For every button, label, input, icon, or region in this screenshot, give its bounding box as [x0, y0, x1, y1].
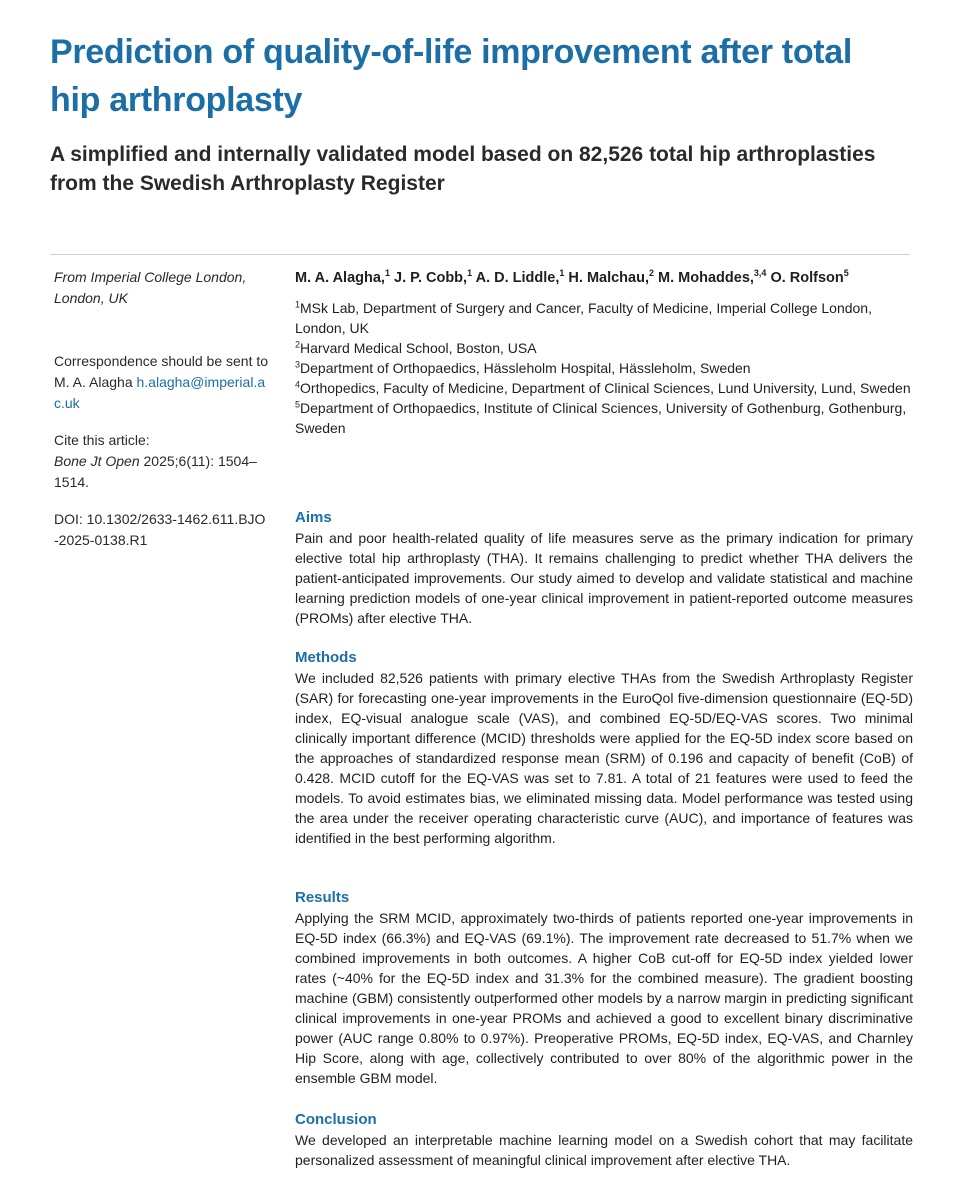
header-divider [50, 254, 910, 255]
author-affiliation-marker: 3,4 [753, 268, 767, 279]
citation-journal: Bone Jt Open [54, 453, 140, 469]
author-name: M. Mohaddes, [658, 270, 754, 286]
affiliation-number: 4 [295, 379, 301, 390]
author-name: O. Rolfson [770, 270, 844, 286]
affiliation-item [295, 358, 913, 378]
results-section [295, 888, 913, 1088]
author-affiliation-marker: 1 [384, 268, 390, 279]
affiliation-text: Department of Orthopaedics, Hässleholm Hospital, Hässleholm, Sweden [300, 360, 751, 376]
affiliation-item [295, 378, 913, 398]
conclusion-section [295, 1110, 913, 1170]
citation-note [54, 430, 269, 493]
paper-title: Prediction of quality-of-life improvement after total hip arthroplasty [50, 33, 853, 119]
aims-section [295, 508, 913, 628]
author-name: M. A. Alagha, [295, 270, 385, 286]
correspondence-email-link[interactable]: h.alagha@imperial.ac.uk [54, 374, 266, 411]
author-affiliation-marker: 2 [649, 268, 655, 279]
affiliation-item [295, 398, 913, 438]
affiliation-item [295, 298, 913, 338]
citation-label: Cite this article: [54, 432, 150, 448]
affiliation-number: 2 [295, 339, 301, 350]
conclusion-text: We developed an interpretable machine learning model on a Swedish cohort that may facilitate personalized assessment of meaningful clinical improvement after elective THA. [295, 1132, 913, 1168]
affiliation-text: MSk Lab, Department of Surgery and Cancer, Faculty of Medicine, Imperial College London, London, UK [295, 300, 872, 336]
aims-heading: Aims [295, 509, 332, 526]
affiliation-number: 1 [295, 299, 301, 310]
author-name: A. D. Liddle, [475, 270, 560, 286]
results-heading: Results [295, 889, 350, 906]
author-name: H. Malchau, [568, 270, 649, 286]
article-sidebar [54, 267, 269, 567]
aims-text: Pain and poor health-related quality of life measures serve as the primary indication for primary elective total hip arthroplasty (THA). It remains challenging to predict whether THA delivers the patient-anticipated improvements. Our study aimed to develop and validate statistical and machine learning prediction models of one-year clinical improvement in patient-reported outcome measures (PROMs) after elective THA. [295, 530, 913, 626]
affiliation-text: Harvard Medical School, Boston, USA [300, 340, 537, 356]
conclusion-heading: Conclusion [295, 1111, 377, 1128]
affiliation-item [295, 338, 913, 358]
correspondence-text: Correspondence should be sent to M. A. Alagha [54, 353, 269, 390]
methods-heading: Methods [295, 649, 357, 666]
affiliation-text: Orthopedics, Faculty of Medicine, Department of Clinical Sciences, Lund University, Lund, Sweden [300, 380, 911, 396]
affiliation-text: Department of Orthopaedics, Institute of Clinical Sciences, University of Gothenburg, Gothenburg, Sweden [295, 400, 907, 436]
methods-section [295, 648, 913, 848]
author-name: J. P. Cobb, [394, 270, 468, 286]
affiliation-number: 3 [295, 359, 301, 370]
citation-details: 2025;6(11): 1504–1514. [54, 453, 257, 490]
methods-text: We included 82,526 patients with primary elective THAs from the Swedish Arthroplasty Register (SAR) for forecasting one-year improvements in the EuroQol five-dimension questionnaire (EQ-5D) index, EQ-visual analogue scale (VAS), and combined EQ-5D/EQ-VAS scores. Two minimal clinically important difference (MCID) thresholds were applied for the EQ-5D index score based on the approaches of standardized response mean (SRM) of 0.196 and capacity of benefit (CoB) of 0.428. MCID cutoff for the EQ-VAS was set to 7.81. A total of 21 features were used to feed the models. To avoid estimates bias, we eliminated missing data. Model performance was tested using the area under the receiver operating characteristic curve (AUC), and importance of features was identified in the best performing algorithm. [295, 670, 913, 846]
author-affiliation-marker: 1 [467, 268, 473, 279]
institution-note: From Imperial College London, London, UK [54, 269, 247, 306]
author-affiliation-marker: 5 [843, 268, 849, 279]
affiliation-number: 5 [295, 399, 301, 410]
correspondence-note [54, 351, 269, 414]
author-affiliation-marker: 1 [559, 268, 565, 279]
doi-note: DOI: 10.1302/2633-1462.611.BJO-2025-0138.R1 [54, 511, 266, 548]
results-text: Applying the SRM MCID, approximately two-thirds of patients reported one-year improvements in EQ-5D index (66.3%) and EQ-VAS (69.1%). The improvement rate decreased to 51.7% when we combined improvements in both outcomes. A higher CoB cut-off for EQ-5D index yielded lower rates (~40% for the EQ-5D index and 31.3% for the combined measure). The gradient boosting machine (GBM) consistently outperformed other models by a narrow margin in predicting significant clinical improvements in one-year PROMs and achieved a good to excellent binary discriminative power (AUC range 0.80% to 0.97%). Preoperative PROMs, EQ-5D index, EQ-VAS, and Charnley Hip Score, along with age, collectively contributed to over 80% of the algorithmic power in the ensemble GBM model. [295, 910, 913, 1086]
author-block [295, 268, 913, 438]
author-list [295, 268, 913, 288]
paper-subtitle: A simplified and internally validated model based on 82,526 total hip arthroplasties from the Swedish Arthroplasty Register [50, 143, 876, 195]
